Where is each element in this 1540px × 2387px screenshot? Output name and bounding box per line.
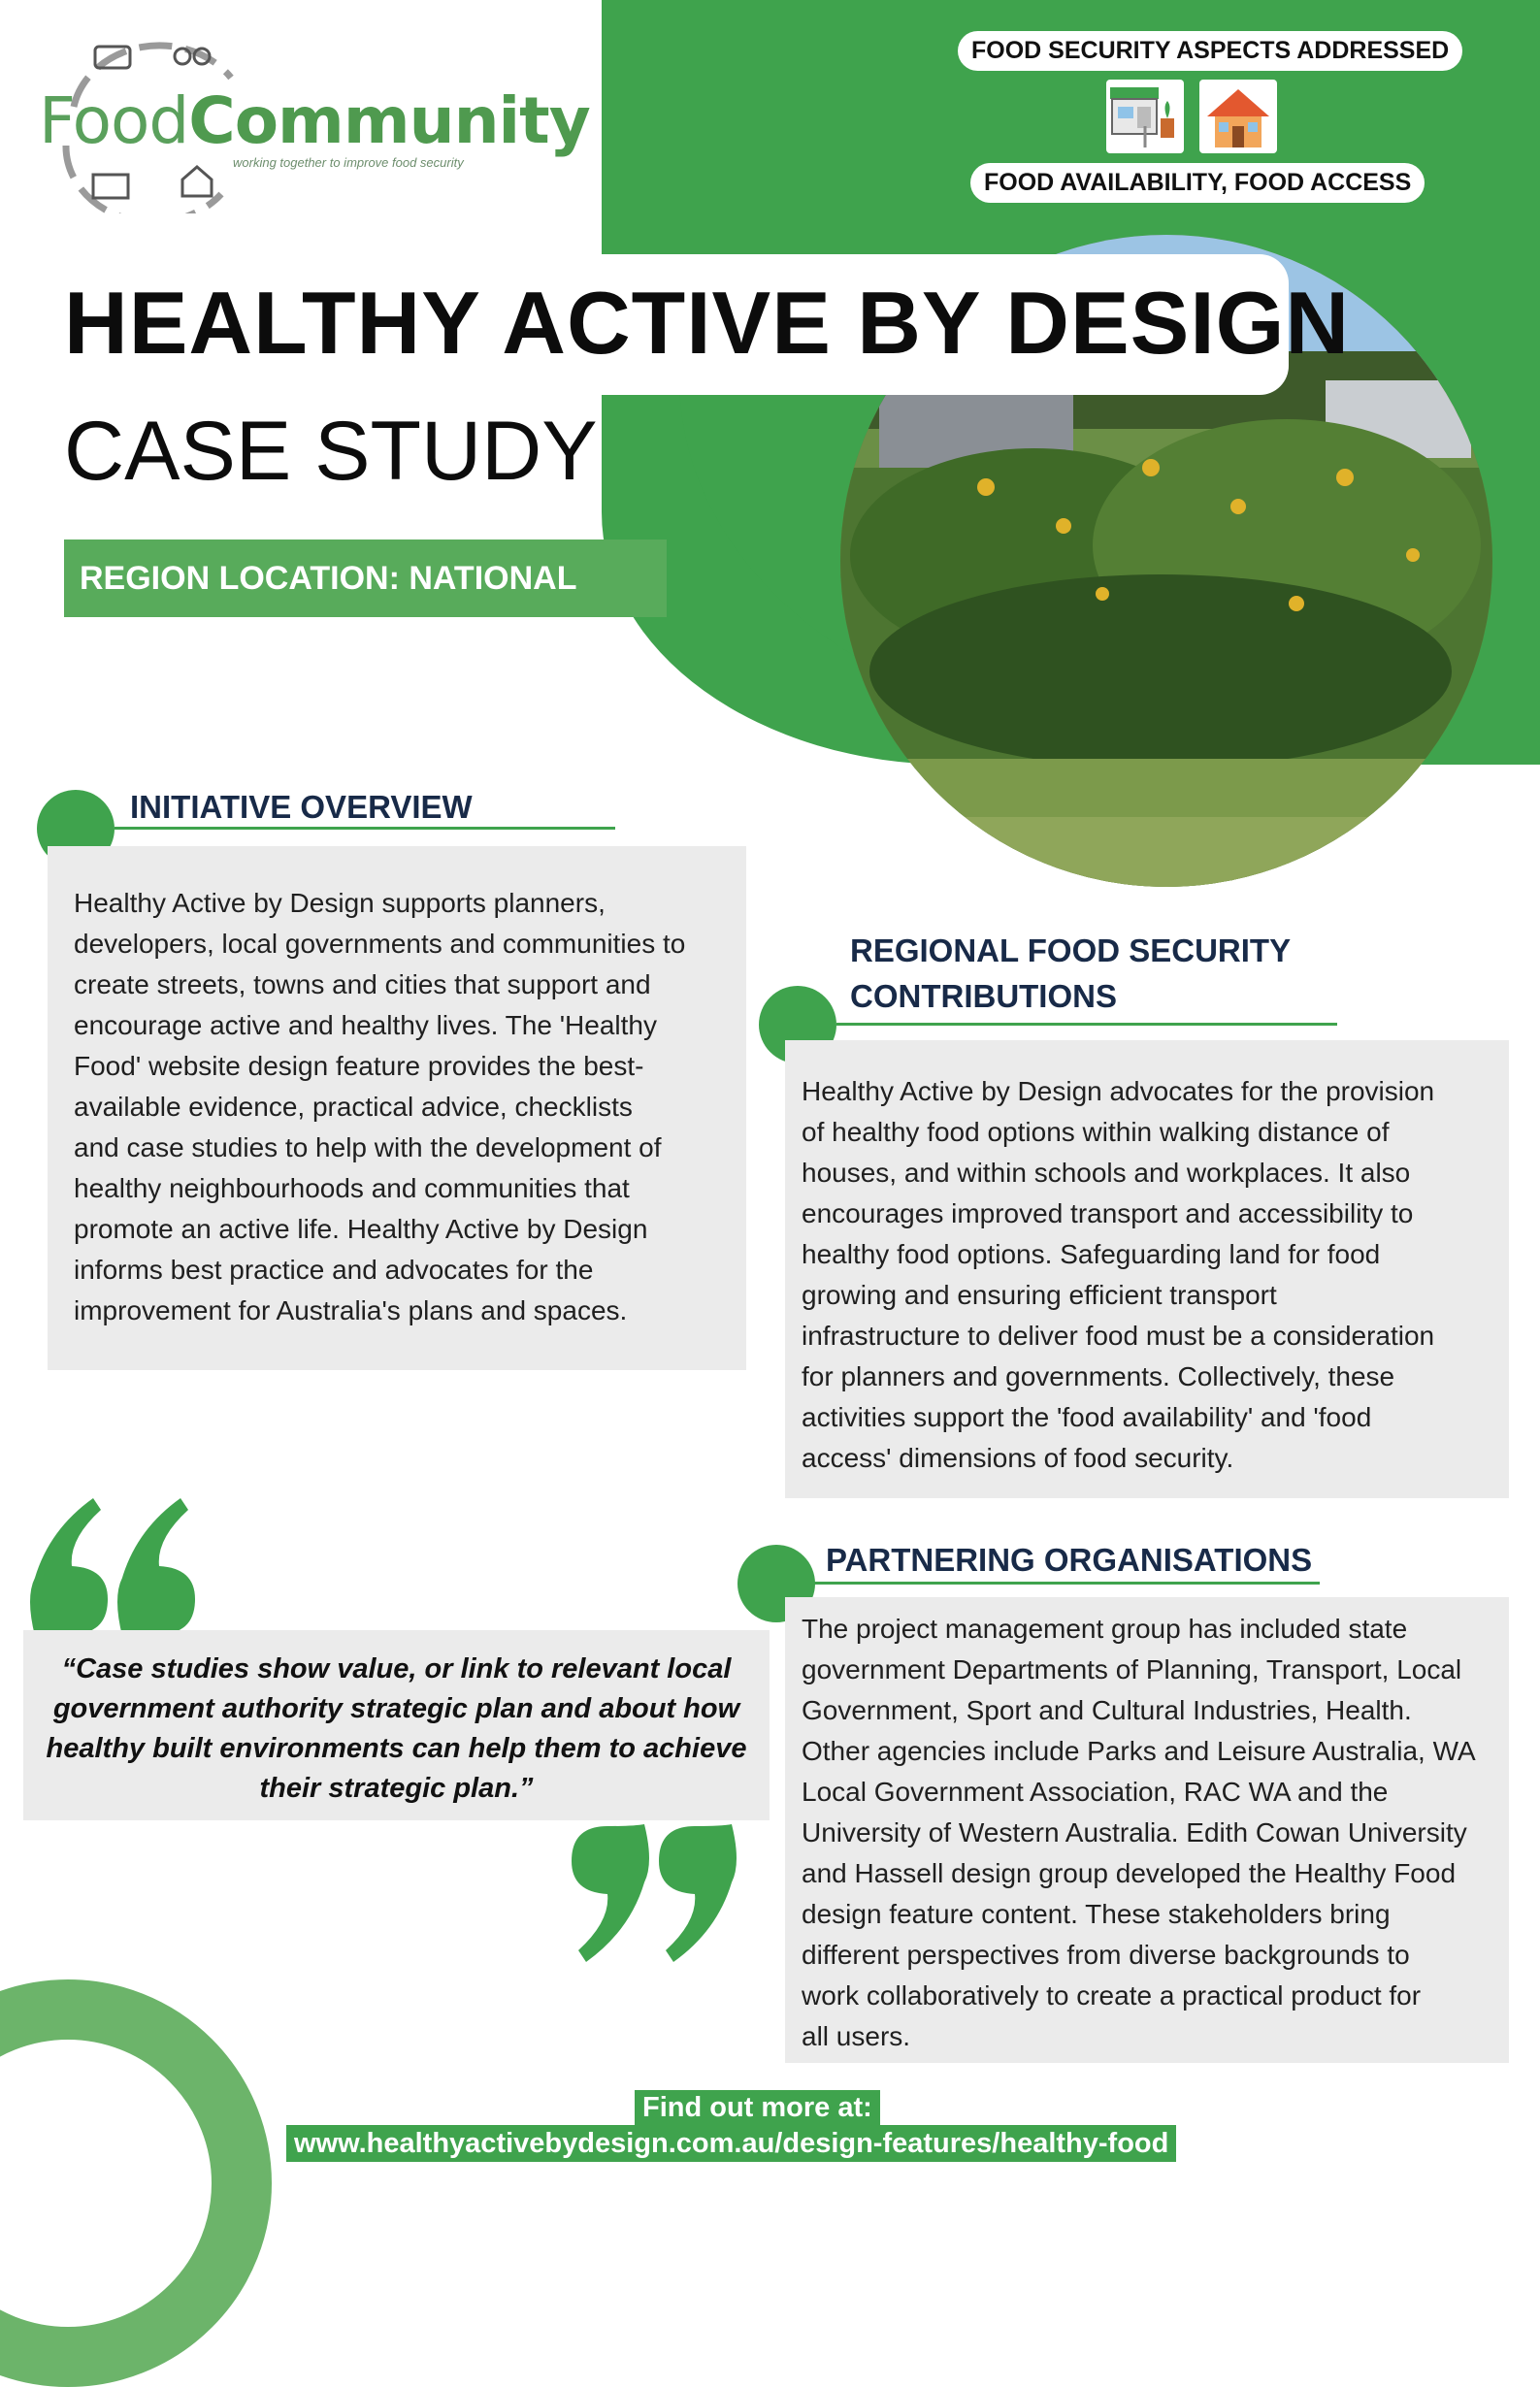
quote-line: “Case studies show value, or link to relevant local	[61, 1653, 732, 1684]
partners-line: University of Western Australia. Edith Cowan University	[802, 1817, 1467, 1847]
contributions-line: infrastructure to deliver food must be a consideration	[802, 1321, 1435, 1351]
contributions-body	[802, 1071, 1505, 1479]
partners-line: The project management group has included state	[802, 1614, 1408, 1644]
overview-body	[74, 883, 743, 1331]
contributions-line: activities support the 'food availability' and 'food	[802, 1402, 1372, 1432]
page-title: HEALTHY ACTIVE BY DESIGN	[64, 275, 1351, 373]
logo-word-community: Community	[188, 83, 590, 158]
contributions-heading-line: REGIONAL FOOD SECURITY	[850, 932, 1292, 968]
partners-line: all users.	[802, 2021, 911, 2051]
partners-line: Local Government Association, RAC WA and the	[802, 1777, 1389, 1807]
overview-line: promote an active life. Healthy Active by Design	[74, 1214, 648, 1244]
logo-tagline: working together to improve food security	[233, 155, 464, 170]
contributions-line: access' dimensions of food security.	[802, 1443, 1234, 1473]
market-stall-icon	[1106, 80, 1184, 153]
partners-line: and Hassell design group developed the Healthy Food	[802, 1858, 1457, 1888]
partners-heading: PARTNERING ORGANISATIONS	[826, 1542, 1313, 1578]
overview-line: developers, local governments and communities to	[74, 929, 686, 959]
contributions-heading	[850, 928, 1291, 1019]
partners-line: work collaboratively to create a practical product for	[802, 1980, 1422, 2011]
overview-line: create streets, towns and cities that support and	[74, 969, 651, 999]
logo-wordmark	[39, 83, 590, 158]
overview-line: Healthy Active by Design supports planners,	[74, 888, 606, 918]
contributions-line: growing and ensuring efficient transport	[802, 1280, 1277, 1310]
aspects-heading-badge: FOOD SECURITY ASPECTS ADDRESSED	[958, 31, 1462, 71]
contributions-heading-line: CONTRIBUTIONS	[850, 978, 1117, 1014]
overview-line: encourage active and healthy lives. The 'Healthy	[74, 1010, 657, 1040]
page-subtitle: CASE STUDY	[64, 405, 598, 498]
contributions-line: of healthy food options within walking distance of	[802, 1117, 1390, 1147]
partners-body	[802, 1609, 1515, 2057]
region-location-banner: REGION LOCATION: NATIONAL	[64, 540, 667, 617]
overview-line: healthy neighbourhoods and communities that	[74, 1173, 630, 1203]
quote-line: healthy built environments can help them to achieve	[46, 1733, 747, 1764]
partners-line: Government, Sport and Cultural Industries, Health.	[802, 1695, 1412, 1725]
contributions-line: encourages improved transport and accessibility to	[802, 1198, 1414, 1228]
partners-line: different perspectives from diverse backgrounds to	[802, 1940, 1410, 1970]
contributions-line: for planners and governments. Collectively, these	[802, 1361, 1395, 1391]
logo-word-food: Food	[39, 83, 189, 158]
open-quote-mark	[25, 1490, 200, 1641]
contributions-underline	[836, 1023, 1337, 1026]
overview-underline	[115, 827, 615, 830]
aspects-values-badge: FOOD AVAILABILITY, FOOD ACCESS	[970, 163, 1425, 203]
food-community-logo	[37, 39, 590, 213]
contributions-line: healthy food options. Safeguarding land for food	[802, 1239, 1381, 1269]
house-icon	[1199, 80, 1277, 153]
partners-line: government Departments of Planning, Transport, Local	[802, 1654, 1462, 1684]
green-arc-decoration	[0, 1979, 272, 2387]
contributions-line: Healthy Active by Design advocates for the provision	[802, 1076, 1435, 1106]
contributions-line: houses, and within schools and workplaces. It also	[802, 1158, 1411, 1188]
quote-text	[23, 1650, 770, 1809]
partners-line: Other agencies include Parks and Leisure Australia, WA	[802, 1736, 1476, 1766]
quote-line: government authority strategic plan and about how	[52, 1693, 740, 1724]
overview-line: and case studies to help with the development of	[74, 1132, 662, 1162]
overview-line: informs best practice and advocates for the	[74, 1255, 594, 1285]
partners-underline	[809, 1582, 1320, 1585]
find-out-more-label: Find out more at:	[635, 2090, 880, 2125]
partners-line: design feature content. These stakeholders bring	[802, 1899, 1391, 1929]
overview-line: Food' website design feature provides the best-	[74, 1051, 644, 1081]
overview-line: available evidence, practical advice, checklists	[74, 1092, 633, 1122]
close-quote-mark	[567, 1824, 741, 1975]
website-link[interactable]: www.healthyactivebydesign.com.au/design-features/healthy-food	[286, 2125, 1176, 2162]
overview-line: improvement for Australia's plans and spaces.	[74, 1295, 628, 1325]
overview-heading: INITIATIVE OVERVIEW	[130, 789, 473, 825]
quote-line: their strategic plan.”	[259, 1773, 534, 1804]
